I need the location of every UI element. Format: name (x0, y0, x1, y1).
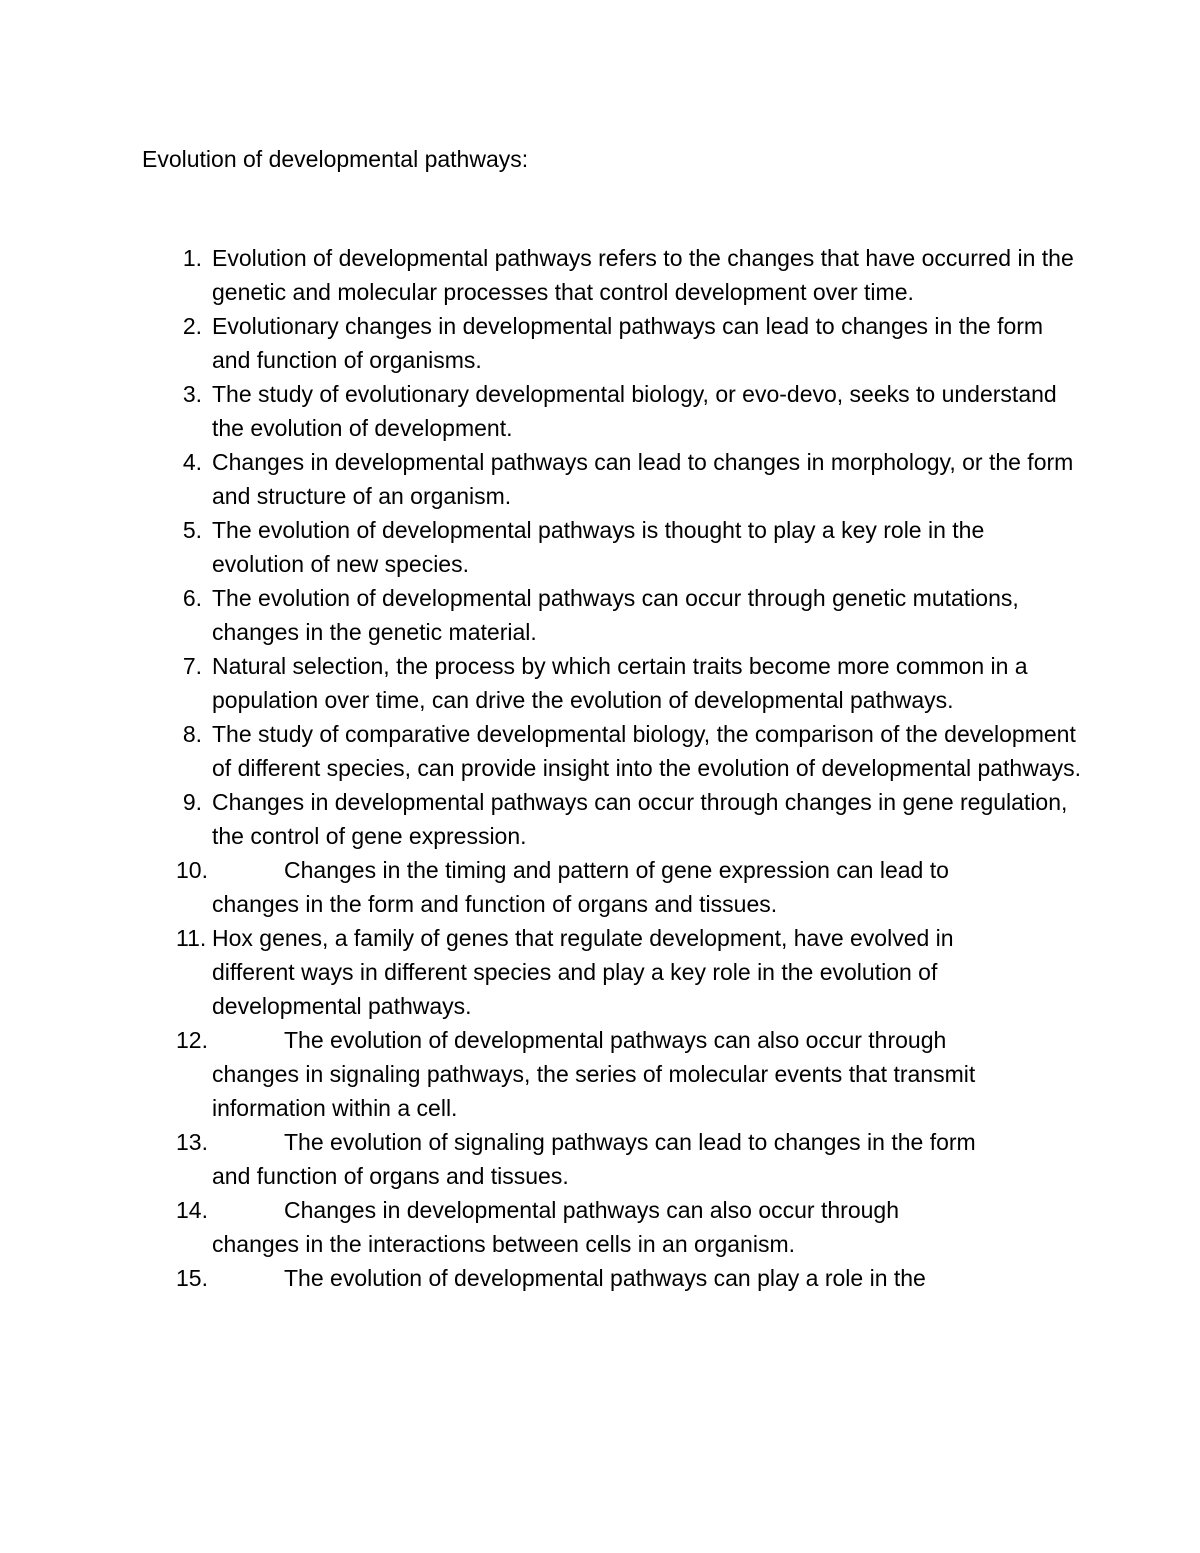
list-text: The study of evolutionary developmental biology, or evo-devo, seeks to understand the evolution of development. (212, 381, 1057, 441)
list-item (142, 717, 1082, 785)
list-text-lead: Changes in developmental pathways can also occur through (284, 1197, 899, 1223)
list-text-rest: changes in the interactions between cells in an organism. (212, 1231, 796, 1257)
list-text-rest: changes in the form and function of organs and tissues. (212, 891, 778, 917)
list-text: The evolution of developmental pathways can occur through genetic mutations, changes in the genetic material. (212, 585, 1019, 645)
list-text (212, 1125, 1082, 1193)
list-text-lead: Changes in the timing and pattern of gene expression can lead to (284, 857, 949, 883)
list-text: Evolutionary changes in developmental pathways can lead to changes in the form and function of organisms. (212, 313, 1044, 373)
list-text: Changes in developmental pathways can occur through changes in gene regulation, the control of gene expression. (212, 789, 1068, 849)
numbered-list (142, 241, 1082, 1295)
list-text-rest: and function of organs and tissues. (212, 1163, 569, 1189)
list-text-lead: Hox genes, a family of genes that regulate development, have evolved in (212, 925, 954, 951)
list-number: 10. (176, 857, 208, 883)
list-text: Evolution of developmental pathways refers to the changes that have occurred in the genetic and molecular processes that control development over time. (212, 245, 1074, 305)
list-item (142, 785, 1082, 853)
list-number: 4. (182, 449, 202, 475)
list-text (212, 1261, 1082, 1295)
list-item (142, 1193, 1082, 1261)
list-number: 8. (182, 721, 202, 747)
list-item (142, 853, 1082, 921)
list-text-rest: different ways in different species and play a key role in the evolution of developmental pathways. (212, 959, 938, 1019)
list-item (142, 513, 1082, 581)
list-item (142, 921, 1082, 1023)
list-item (142, 1023, 1082, 1125)
list-item (142, 1125, 1082, 1193)
list-number: 3. (182, 381, 202, 407)
list-number: 14. (176, 1197, 208, 1223)
list-number: 7. (182, 653, 202, 679)
list-number: 6. (182, 585, 202, 611)
document-title: Evolution of developmental pathways: (142, 146, 529, 172)
list-number: 15. (176, 1265, 208, 1291)
list-number: 1. (182, 245, 202, 271)
list-number: 13. (176, 1129, 208, 1155)
list-item (142, 241, 1082, 309)
list-item (142, 445, 1082, 513)
list-number: 11. (176, 925, 207, 951)
list-text-lead: The evolution of developmental pathways can play a role in the (284, 1265, 926, 1291)
list-text (212, 1193, 1082, 1261)
list-text-lead: The evolution of developmental pathways can also occur through (284, 1027, 947, 1053)
list-text: Natural selection, the process by which certain traits become more common in a population over time, can drive the evolution of developmental pathways. (212, 653, 1028, 713)
list-item (142, 649, 1082, 717)
list-text: The evolution of developmental pathways is thought to play a key role in the evolution of new species. (212, 517, 985, 577)
list-item (142, 581, 1082, 649)
list-text-rest: changes in signaling pathways, the series of molecular events that transmit information within a cell. (212, 1061, 976, 1121)
list-text: Changes in developmental pathways can lead to changes in morphology, or the form and structure of an organism. (212, 449, 1074, 509)
list-number: 2. (182, 313, 202, 339)
list-text (212, 1023, 1082, 1125)
list-text (212, 853, 1082, 921)
list-text: The study of comparative developmental biology, the comparison of the development of different species, can provide insight into the evolution of developmental pathways. (212, 721, 1082, 781)
list-text-lead: The evolution of signaling pathways can lead to changes in the form (284, 1129, 976, 1155)
list-number: 12. (176, 1027, 208, 1053)
list-text (212, 921, 1082, 1023)
list-item (142, 1261, 1082, 1295)
list-item (142, 377, 1082, 445)
list-number: 9. (182, 789, 202, 815)
list-item (142, 309, 1082, 377)
list-number: 5. (182, 517, 202, 543)
